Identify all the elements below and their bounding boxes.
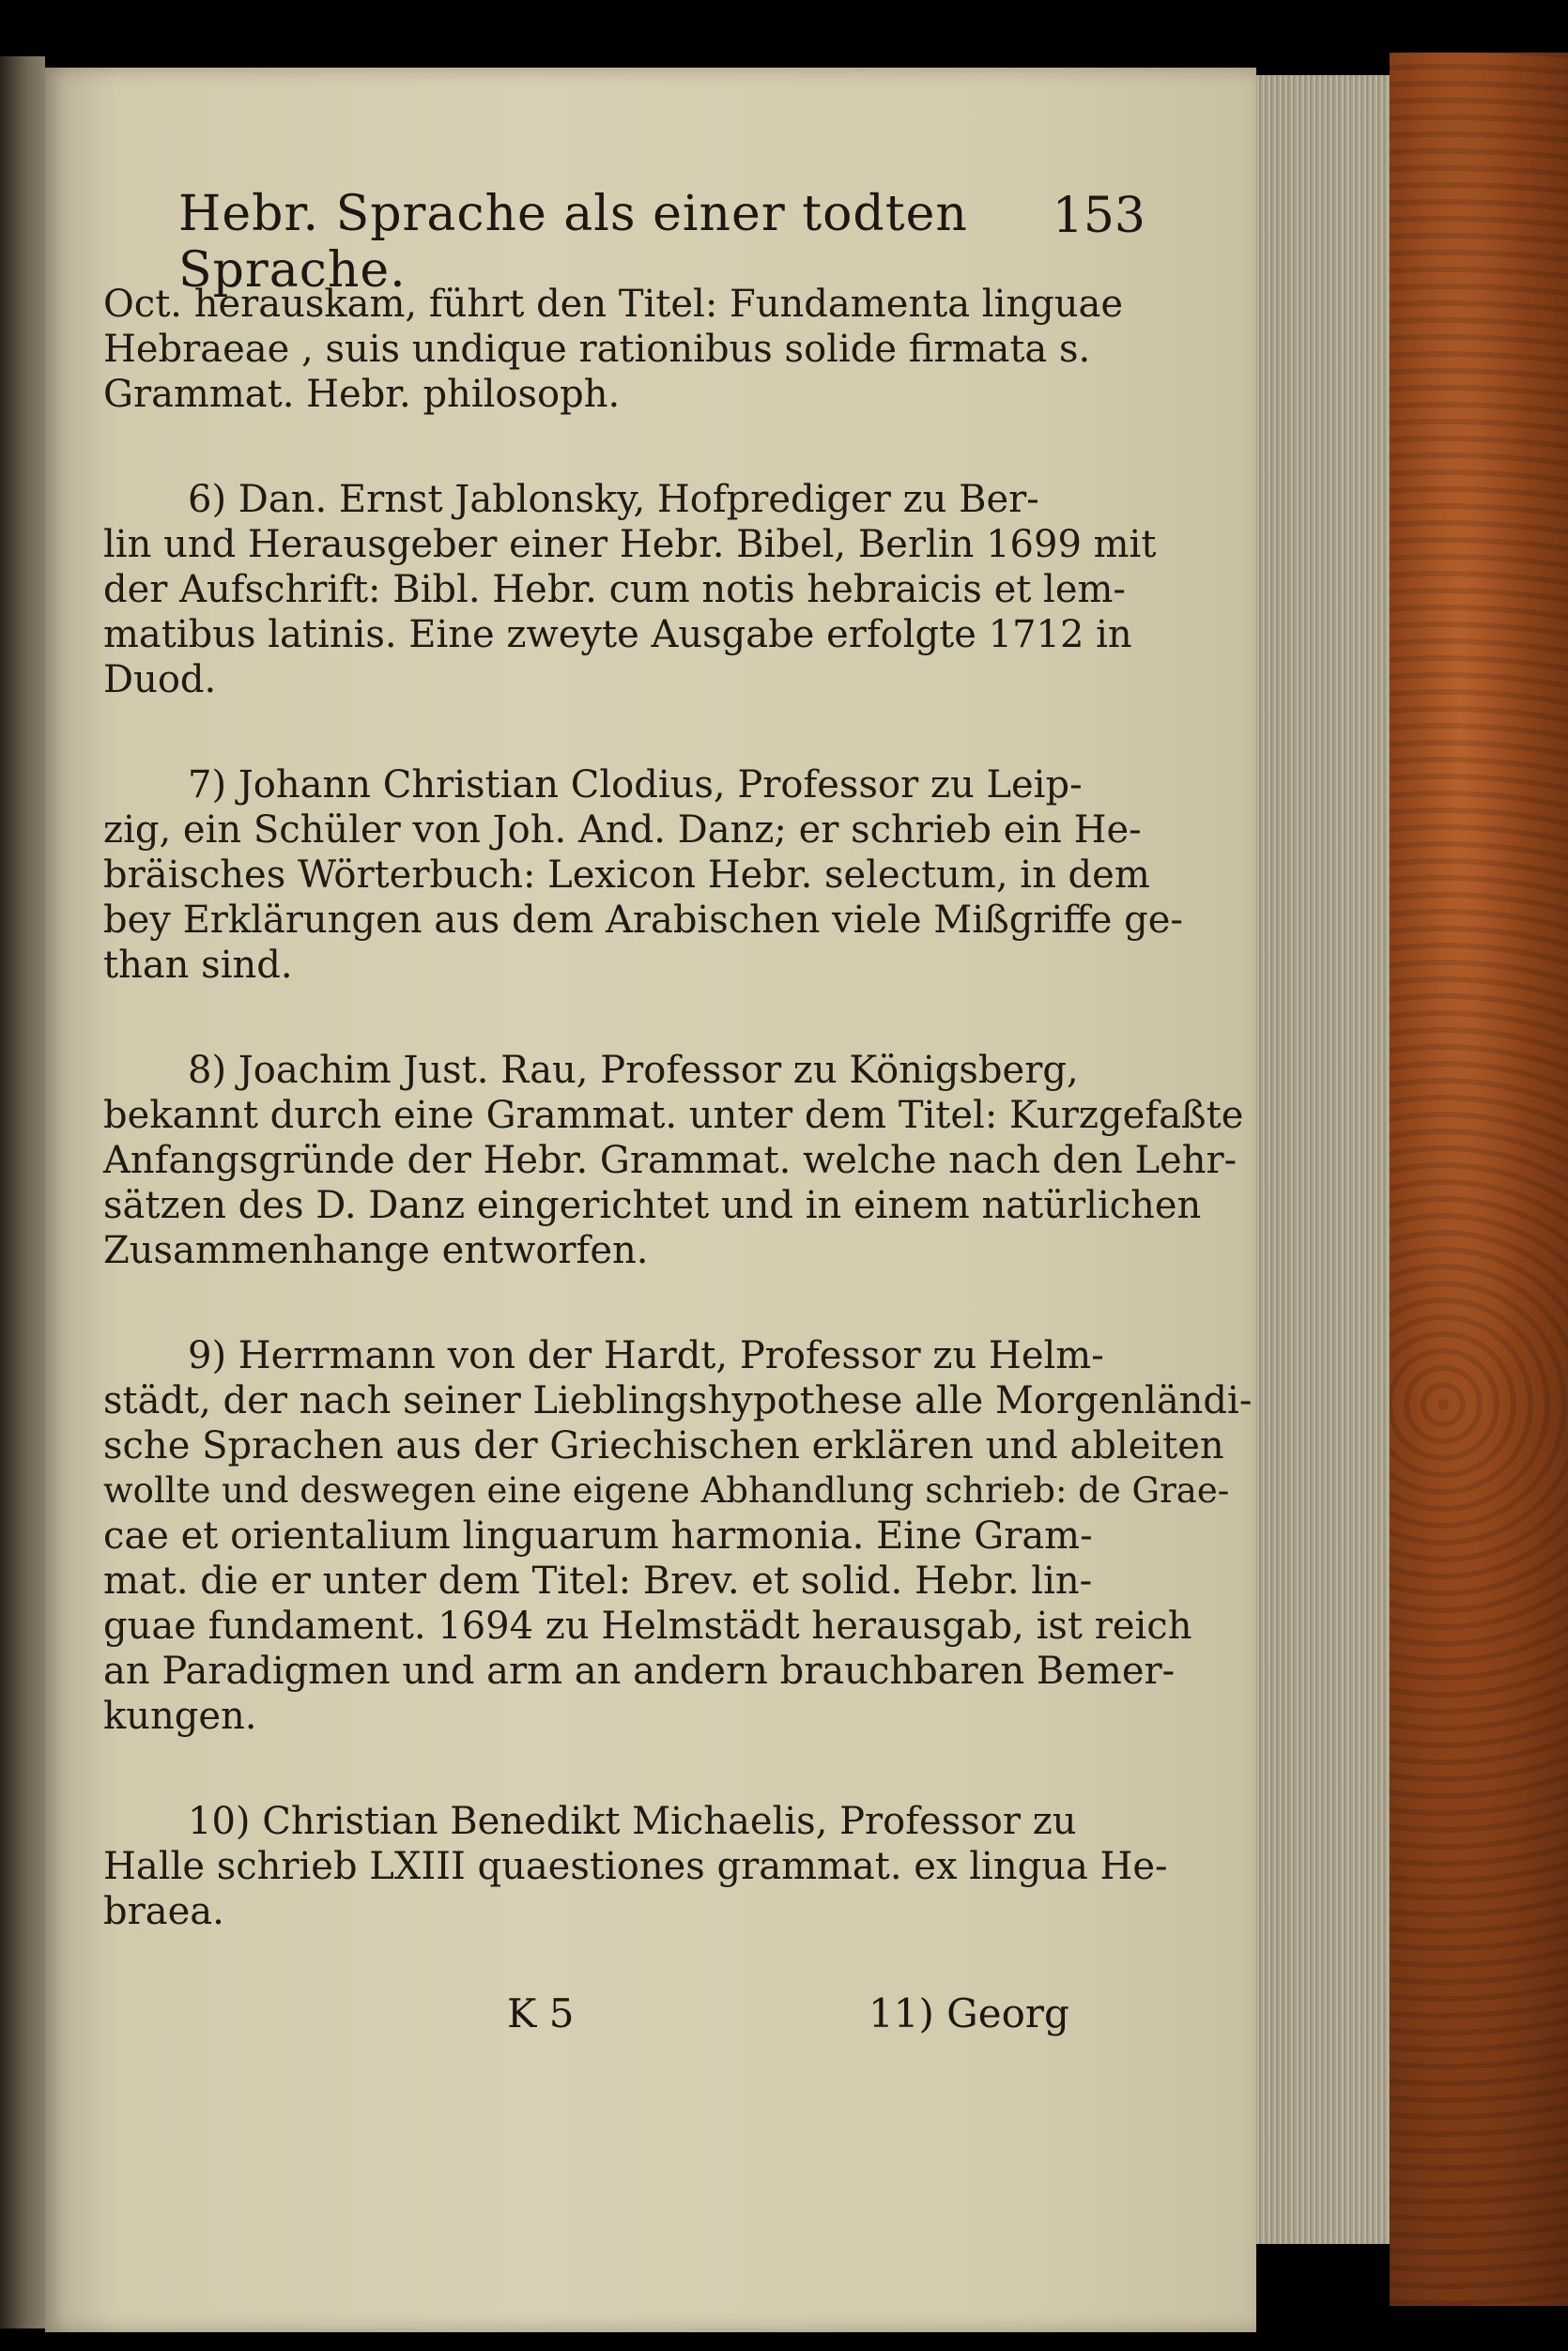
page-number: 153 <box>1052 188 1145 244</box>
text-line: bey Erklärungen aus dem Arabischen viele Mißgriffe ge- <box>103 899 1183 942</box>
text-line: bräisches Wörterbuch: Lexicon Hebr. selectum, in dem <box>103 853 1150 897</box>
leather-cover <box>1390 53 1568 2306</box>
text-line: wollte und deswegen eine eigene Abhandlung schrieb: de Grae- <box>103 1470 1230 1511</box>
text-line: Anfangsgründe der Hebr. Grammat. welche nach den Lehr- <box>103 1139 1237 1182</box>
text-line: zig, ein Schüler von Joh. And. Danz; er schrieb ein He- <box>103 808 1142 852</box>
text-line: Grammat. Hebr. philosoph. <box>103 373 621 416</box>
text-line: Duod. <box>103 658 217 701</box>
text-line: Hebraeae , suis undique rationibus solide firmata s. <box>103 328 1091 371</box>
text-line: guae fundament. 1694 zu Helmstädt herausgab, ist reich <box>103 1605 1192 1648</box>
page-footer <box>0 1990 1256 2047</box>
text-line: cae et orientalium linguarum harmonia. Eine Gram- <box>103 1514 1093 1558</box>
text-line: Halle schrieb LXIII quaestiones grammat. ex lingua He- <box>103 1845 1168 1888</box>
text-line: städt, der nach seiner Lieblingshypothese alle Morgenländi- <box>103 1379 1253 1422</box>
text-line: sche Sprachen aus der Griechischen erklären und ableiten <box>103 1424 1224 1467</box>
text-line: 8) Joachim Just. Rau, Professor zu Königsberg, <box>188 1049 1079 1092</box>
text-line: der Aufschrift: Bibl. Hebr. cum notis hebraicis et lem- <box>103 568 1126 611</box>
signature-mark: K 5 <box>507 1990 575 2036</box>
page-edges <box>1256 75 1390 2244</box>
text-line: sätzen des D. Danz eingerichtet und in einem natürlichen <box>103 1184 1202 1227</box>
text-line: matibus latinis. Eine zweyte Ausgabe erfolgte 1712 in <box>103 613 1132 656</box>
running-header <box>178 186 1145 299</box>
text-line: bekannt durch eine Grammat. unter dem Titel: Kurzgefaßte <box>103 1094 1244 1137</box>
catchword: 11) Georg <box>869 1990 1069 2036</box>
text-line: braea. <box>103 1890 224 1933</box>
text-line: 9) Herrmann von der Hardt, Professor zu Helm- <box>188 1334 1104 1377</box>
text-line: Oct. herauskam, führt den Titel: Fundamenta linguae <box>103 283 1123 326</box>
text-line: 6) Dan. Ernst Jablonsky, Hofprediger zu Ber- <box>188 478 1039 521</box>
text-line: Zusammenhange entworfen. <box>103 1229 649 1272</box>
text-line: mat. die er unter dem Titel: Brev. et solid. Hebr. lin- <box>103 1560 1093 1603</box>
text-line: than sind. <box>103 944 293 987</box>
text-line: kungen. <box>103 1695 257 1738</box>
facing-page-edge <box>0 56 45 2328</box>
text-line: 7) Johann Christian Clodius, Professor zu Leip- <box>188 763 1083 807</box>
text-line: an Paradigmen und arm an andern brauchbaren Bemer- <box>103 1650 1176 1693</box>
text-line: lin und Herausgeber einer Hebr. Bibel, Berlin 1699 mit <box>103 523 1157 566</box>
text-line: 10) Christian Benedikt Michaelis, Professor zu <box>188 1800 1077 1843</box>
running-title: Hebr. Sprache als einer todten Sprache. <box>178 186 968 299</box>
